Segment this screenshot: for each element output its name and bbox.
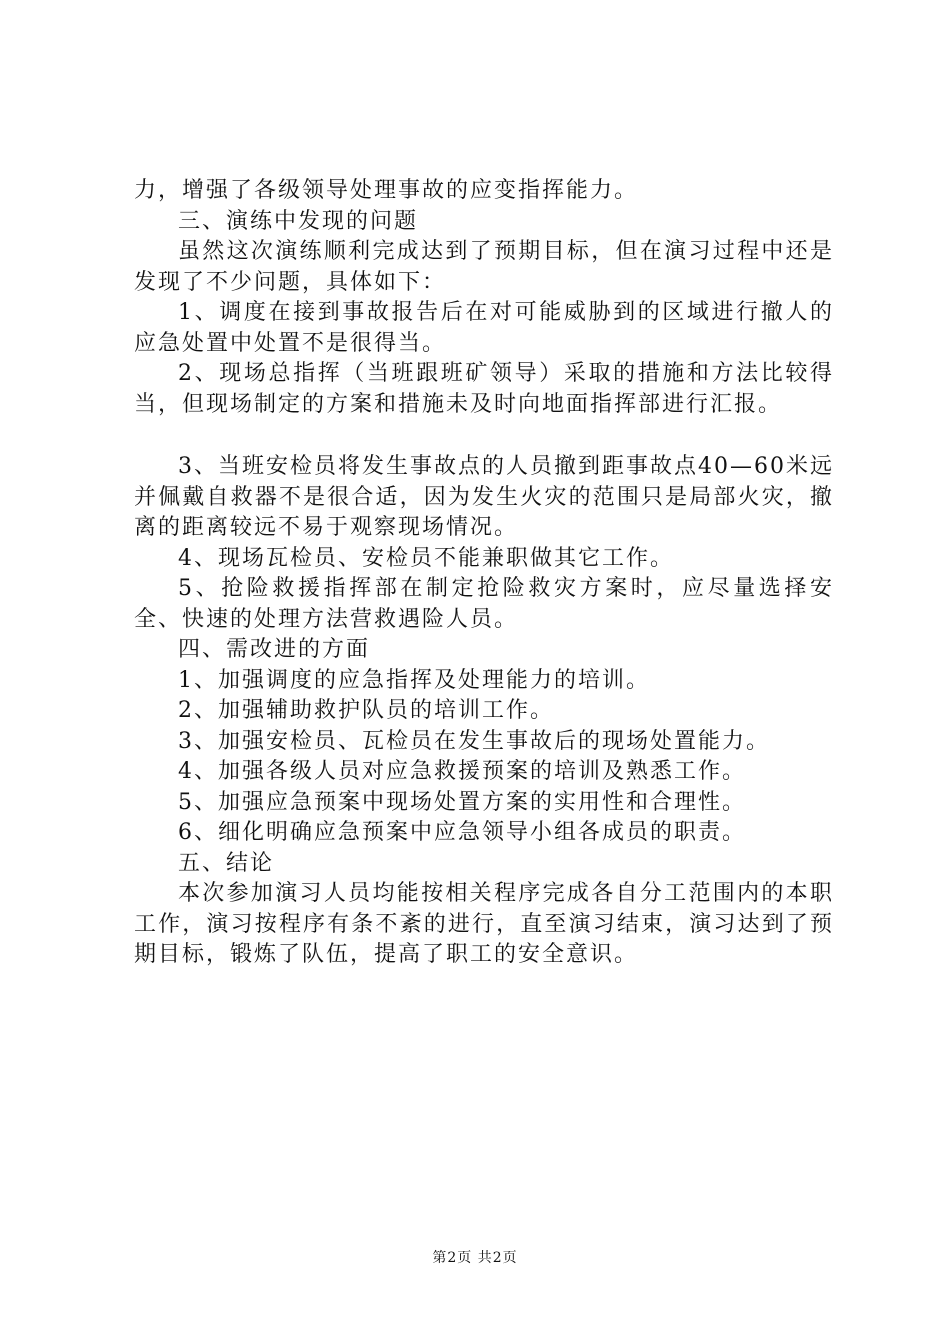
improvement-item-4: 4、加强各级人员对应急救援预案的培训及熟悉工作。 <box>178 759 746 784</box>
improvement-item-1: 1、加强调度的应急指挥及处理能力的培训。 <box>178 667 650 693</box>
problem-item-3: 3、当班安检员将发生事故点的人员撤到距事故点40—60米远并佩戴自救器不是很合适，因为发生火灾的范围只是局部火灾，撤离的距离较远不易于观察现场情况。 <box>134 454 834 540</box>
problem-item-4: 4、现场瓦检员、安检员不能兼职做其它工作。 <box>178 545 674 571</box>
paragraph-intro: 虽然这次演练顺利完成达到了预期目标，但在演习过程中还是发现了不少问题，具体如下： <box>134 239 834 295</box>
problem-item-1: 1、调度在接到事故报告后在对可能威胁到的区域进行撤人的应急处置中处置不是很得当。 <box>134 300 834 356</box>
improvement-item-3: 3、加强安检员、瓦检员在发生事故后的现场处置能力。 <box>178 728 770 754</box>
section-heading-problems: 三、演练中发现的问题 <box>178 208 419 234</box>
document-body <box>134 176 834 971</box>
problem-item-5: 5、抢险救援指挥部在制定抢险救灾方案时，应尽量选择安全、快速的处理方法营救遇险人员。 <box>134 576 834 632</box>
section-heading-conclusion: 五、结论 <box>178 850 275 876</box>
improvement-item-6: 6、细化明确应急预案中应急领导小组各成员的职责。 <box>178 820 746 845</box>
page-number-footer: 第2页 共2页 <box>432 1250 518 1266</box>
paragraph-conclusion: 本次参加演习人员均能按相关程序完成各自分工范围内的本职工作，演习按程序有条不紊的进行，直至演习结束，演习达到了预期目标，锻炼了队伍，提高了职工的安全意识。 <box>134 881 834 967</box>
section-heading-improvements: 四、需改进的方面 <box>178 637 371 662</box>
improvement-item-2: 2、加强辅助救护队员的培训工作。 <box>178 698 554 723</box>
problem-item-2: 2、现场总指挥（当班跟班矿领导）采取的措施和方法比较得当，但现场制定的方案和措施未及时向地面指挥部进行汇报。 <box>134 361 834 417</box>
improvement-item-5: 5、加强应急预案中现场处置方案的实用性和合理性。 <box>178 789 746 815</box>
paragraph-continuation: 力，增强了各级领导处理事故的应变指挥能力。 <box>134 178 639 203</box>
